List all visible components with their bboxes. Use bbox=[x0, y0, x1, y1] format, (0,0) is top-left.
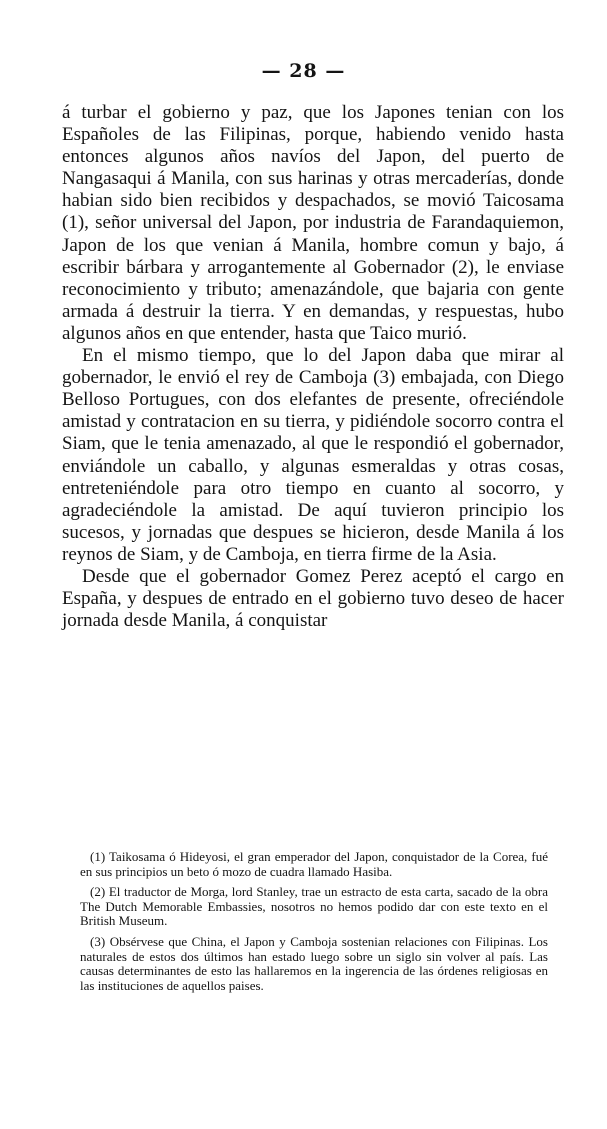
page-number: — 28 — bbox=[261, 60, 346, 82]
footnote-3 bbox=[80, 935, 548, 993]
footnote-1 bbox=[80, 850, 548, 879]
footnote-text: Obsérvese que China, el Japon y Camboja sostenian relaciones con Filipinas. Los naturales de estos dos últimos han estado luego sobre un siglo sin volver al país. Las causas determinantes de esto las hallaremos en la ingerencia de las órdenes religiosas en las instituciones de aquellos paises. bbox=[80, 933, 548, 993]
footnote-2 bbox=[80, 885, 548, 929]
paragraph-3: Desde que el gobernador Gomez Perez aceptó el cargo en España, y despues de entrado en el gobierno tuvo deseo de hacer jornada desde Manila, á conquistar bbox=[62, 565, 564, 632]
footnotes bbox=[80, 850, 548, 999]
footnote-mark: (3) bbox=[90, 933, 106, 949]
main-text bbox=[62, 102, 564, 632]
paragraph-2: En el mismo tiempo, que lo del Japon daba que mirar al gobernador, le envió el rey de Camboja (3) embajada, con Diego Belloso Portugues, con dos elefantes de presente, ofreciéndole amistad y contratacion en su tierra, y pidiéndole socorro contra el Siam, que le tenia amenazado, al que le respondió el gobernador, enviándole un caballo, y algunas esmeraldas y otras cosas, entreteniéndole para otro tiempo en cuanto al socorro, y agradeciéndole la amistad. De aquí tuvieron principio los sucesos, y jornadas que despues se hicieron, desde Manila á los reynos de Siam, y de Camboja, en tierra firme de la Asia. bbox=[62, 345, 564, 565]
footnote-mark: (2) bbox=[90, 884, 106, 900]
footnote-text: El traductor de Morga, lord Stanley, trae un estracto de esta carta, sacado de la obra The Dutch Memorable Embassies, nosotros no hemos podido dar con este texto en el British Museum. bbox=[80, 884, 549, 929]
footnote-text: Taikosama ó Hideyosi, el gran emperador del Japon, conquistador de la Corea, fué en sus principios un beto ó mozo de cuadra llamado Hasiba. bbox=[80, 849, 548, 879]
paragraph-1: á turbar el gobierno y paz, que los Japones tenian con los Españoles de las Filipinas, porque, habiendo venido hasta entonces algunos años navíos del Japon, del puerto de Nangasaqui á Manila, con sus harinas y otras mercaderías, donde habian sido bien recibidos y despachados, se movió Taicosama (1), señor universal del Japon, por industria de Farandaquiemon, Japon de los que venian á Manila, hombre comun y bajo, á escribir bárbara y arrogantemente al Gobernador (2), le enviase reconocimiento y tributo; amenazándole, que bajaria con gente armada á destruir la tierra. Y en demandas, y respuestas, hubo algunos años en que entender, hasta que Taico murió. bbox=[62, 102, 564, 344]
footnote-mark: (1) bbox=[90, 849, 106, 864]
